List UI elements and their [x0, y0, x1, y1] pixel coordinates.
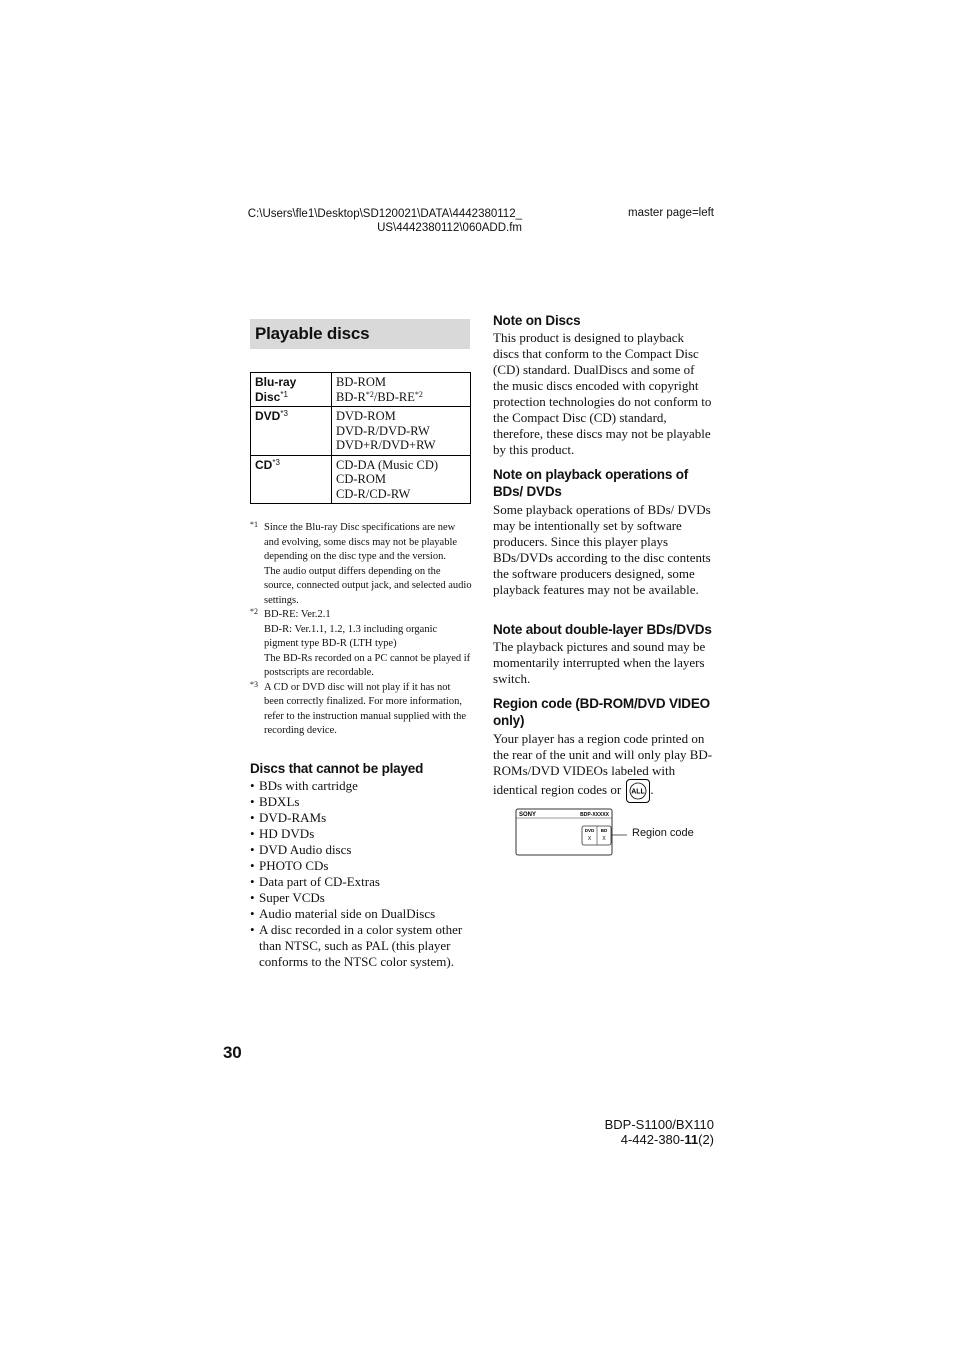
dvd-region-code: X	[587, 836, 592, 842]
footnote-ref: *2	[414, 389, 423, 399]
list-item: • BDs with cartridge	[250, 778, 472, 794]
footnote	[250, 681, 472, 739]
table-row	[251, 455, 471, 504]
footnote-text: Since the Blu-ray Disc specifications are new and evolving, some discs may not be playable depending on the disc type and the version.	[264, 522, 458, 562]
disc-format: BD-ROM	[336, 375, 387, 389]
master-page-label: master page=left	[628, 207, 714, 219]
disc-type-cell	[251, 373, 332, 407]
footnote-mark: *3	[250, 679, 258, 689]
footnote-text: The audio output differs depending on the source, connected output jack, and selected audio settings.	[264, 565, 472, 606]
region-code-text-end: .	[650, 781, 654, 797]
list-item: • Data part of CD-Extras	[250, 874, 472, 890]
footnote-ref: *3	[272, 457, 280, 467]
note-playback-heading: Note on playback operations of BDs/ DVDs	[493, 467, 689, 499]
footnote-text: The BD-Rs recorded on a PC cannot be played if postscripts are recordable.	[264, 652, 471, 678]
note-double-layer-heading: Note about double-layer BDs/DVDs	[493, 622, 712, 637]
disc-format-cell	[332, 407, 471, 456]
part-number-prefix: 4-442-380-	[620, 1132, 685, 1147]
list-item: • Audio material side on DualDiscs	[250, 906, 472, 922]
region-code-body	[493, 731, 713, 803]
disc-type-label: CD	[255, 457, 273, 472]
file-path-header	[240, 207, 522, 235]
footnote-text: BD-RE: Ver.2.1	[264, 609, 331, 620]
note-playback-body: Some playback operations of BDs/ DVDs may be intentionally set by software producers. Since this player plays BDs/DVDs according to the disc contents the software producers designed, some playback features may not be available.	[493, 502, 711, 597]
footnote-mark: *2	[250, 607, 258, 616]
disc-format-cell	[332, 373, 471, 407]
region-code-heading: Region code (BD-ROM/DVD VIDEO only)	[493, 696, 710, 728]
section-title-bar	[250, 319, 470, 349]
page-number: 30	[223, 1043, 242, 1062]
list-item: • DVD Audio discs	[250, 842, 472, 858]
all-region-icon	[626, 779, 650, 803]
disc-format-part: /BD-RE	[373, 389, 415, 404]
bd-label: BD	[600, 828, 608, 833]
footer-model	[560, 1117, 714, 1147]
region-code-text: Your player has a region code printed on the rear of the unit and will only play BD-ROMs/DVD VIDEOs labeled with identical region codes or	[493, 731, 713, 797]
footnote-text: A CD or DVD disc will not play if it has not been correctly finalized. For more information, refer to the instruction manual supplied with the recording device.	[264, 681, 467, 736]
disc-type-cell	[251, 455, 332, 504]
note-discs-heading: Note on Discs	[493, 313, 581, 328]
region-code-caption: Region code	[632, 827, 694, 839]
section-title: Playable discs	[255, 324, 370, 343]
file-path-line-2: US\4442380112\060ADD.fm	[377, 222, 522, 234]
disc-type-label: Blu-ray Disc	[255, 375, 297, 404]
disc-type-label: DVD	[255, 409, 281, 423]
disc-format: CD-DA (Music CD)	[336, 457, 439, 472]
list-item: • Super VCDs	[250, 890, 472, 906]
footnote-text: BD-R: Ver.1.1, 1.2, 1.3 including organic pigment type BD-R (LTH type)	[264, 623, 438, 649]
disc-format: DVD-R/DVD-RW	[336, 423, 430, 438]
footnote-ref: *3	[280, 409, 288, 418]
footnote-ref: *2	[365, 389, 374, 399]
disc-format: DVD+R/DVD+RW	[336, 438, 436, 452]
note-double-layer-body: The playback pictures and sound may be momentarily interrupted when the layers switch.	[493, 639, 706, 686]
table-row	[251, 373, 471, 407]
list-item: • A disc recorded in a color system other than NTSC, such as PAL (this player conforms to the NTSC color system).	[250, 922, 472, 970]
part-number-suffix: (2)	[698, 1132, 714, 1147]
list-item: • DVD-RAMs	[250, 810, 472, 826]
note-discs-body: This product is designed to playback discs that conform to the Compact Disc (CD) standard. DualDiscs and some of the music discs encoded with copyright protection technologies do not conform to the Compact Disc (CD) standard, therefore, these discs may not be playable by this product.	[493, 330, 712, 457]
disc-format	[336, 390, 466, 405]
file-path-line-1: C:\Users\fle1\Desktop\SD120021\DATA\4442380112_	[247, 208, 522, 220]
cannot-play-heading: Discs that cannot be played	[250, 761, 424, 776]
disc-format: CD-R/CD-RW	[336, 486, 411, 501]
disc-format: DVD-ROM	[336, 409, 396, 423]
footnote	[250, 521, 472, 608]
playable-discs-table	[250, 372, 471, 504]
part-number-revision: 11	[684, 1132, 699, 1147]
list-item: • HD DVDs	[250, 826, 472, 842]
disc-format-cell	[332, 455, 471, 504]
list-item: • PHOTO CDs	[250, 858, 472, 874]
footnote-ref: *1	[280, 389, 288, 399]
footnotes	[250, 521, 472, 739]
model-number: BDP-S1100/BX110	[604, 1117, 714, 1132]
cannot-play-list	[250, 778, 472, 970]
brand-logo: SONY	[519, 812, 537, 818]
bd-region-code: X	[602, 836, 606, 842]
footnote	[250, 608, 472, 681]
table-row	[251, 407, 471, 456]
footnote-mark: *1	[250, 520, 258, 529]
disc-format-part: BD-R	[336, 389, 366, 404]
part-number	[560, 1132, 714, 1147]
disc-type-cell	[251, 407, 332, 456]
all-region-label: ALL	[631, 788, 646, 796]
model-label: BDP-XXXXX	[580, 812, 609, 818]
disc-format: CD-ROM	[336, 472, 387, 486]
dvd-label: DVD	[584, 828, 595, 833]
list-item: • BDXLs	[250, 794, 472, 810]
